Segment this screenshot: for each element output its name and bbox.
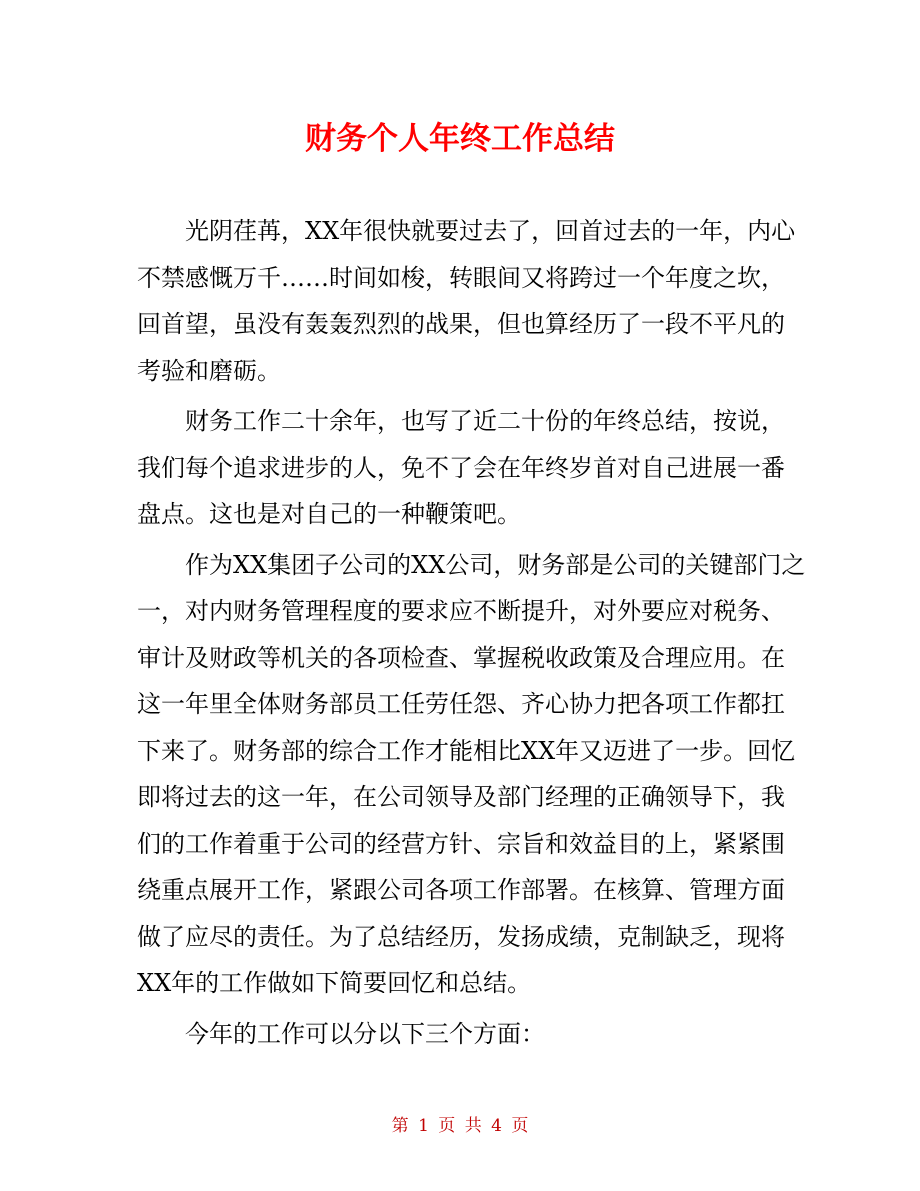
paragraph	[137, 1011, 783, 1058]
paragraph	[137, 542, 806, 1007]
text-line: 下来了。财务部的综合工作才能相比XX年又迈进了一步。回忆	[137, 736, 796, 765]
text-line: 这一年里全体财务部员工任劳任怨、齐心协力把各项工作都扛	[137, 690, 785, 718]
document-title: 财务个人年终工作总结	[305, 121, 615, 157]
document-body	[137, 208, 806, 1061]
text-line: XX年的工作做如下简要回忆和总结。	[137, 969, 532, 997]
text-line: 财务工作二十余年，也写了近二十份的年终总结，按说，	[185, 407, 785, 435]
text-line: 我们每个追求进步的人，免不了会在年终岁首对自己进展一番	[137, 453, 785, 482]
text-line: 光阴荏苒，XX年很快就要过去了，回首过去的一年，内心	[185, 217, 796, 245]
text-line: 回首望，虽没有轰轰烈烈的战果，但也算经历了一段不平凡的	[137, 310, 785, 338]
text-line: 盘点。这也是对自己的一种鞭策吧。	[137, 500, 521, 528]
paragraph	[137, 398, 783, 538]
text-line: 即将过去的这一年，在公司领导及部门经理的正确领导下，我	[137, 783, 785, 811]
text-line: 作为XX集团子公司的XX公司，财务部是公司的关键部门之	[185, 550, 806, 579]
text-line: 一，对内财务管理程度的要求应不断提升，对外要应对税务、	[137, 597, 785, 625]
paragraph	[137, 208, 796, 394]
text-line: 绕重点展开工作，紧跟公司各项工作部署。在核算、管理方面	[137, 876, 785, 904]
page-footer: 第 1 页 共 4 页	[391, 1116, 529, 1136]
text-line: 审计及财政等机关的各项检查、掌握税收政策及合理应用。在	[137, 643, 785, 672]
text-line: 不禁感慨万千……时间如梭，转眼间又将跨过一个年度之坎，	[137, 263, 785, 292]
text-line: 做了应尽的责任。为了总结经历，发扬成绩，克制缺乏，现将	[137, 922, 785, 951]
text-line: 今年的工作可以分以下三个方面：	[185, 1019, 545, 1048]
text-line: 们的工作着重于公司的经营方针、宗旨和效益目的上，紧紧围	[137, 829, 785, 858]
text-line: 考验和磨砺。	[137, 356, 281, 385]
